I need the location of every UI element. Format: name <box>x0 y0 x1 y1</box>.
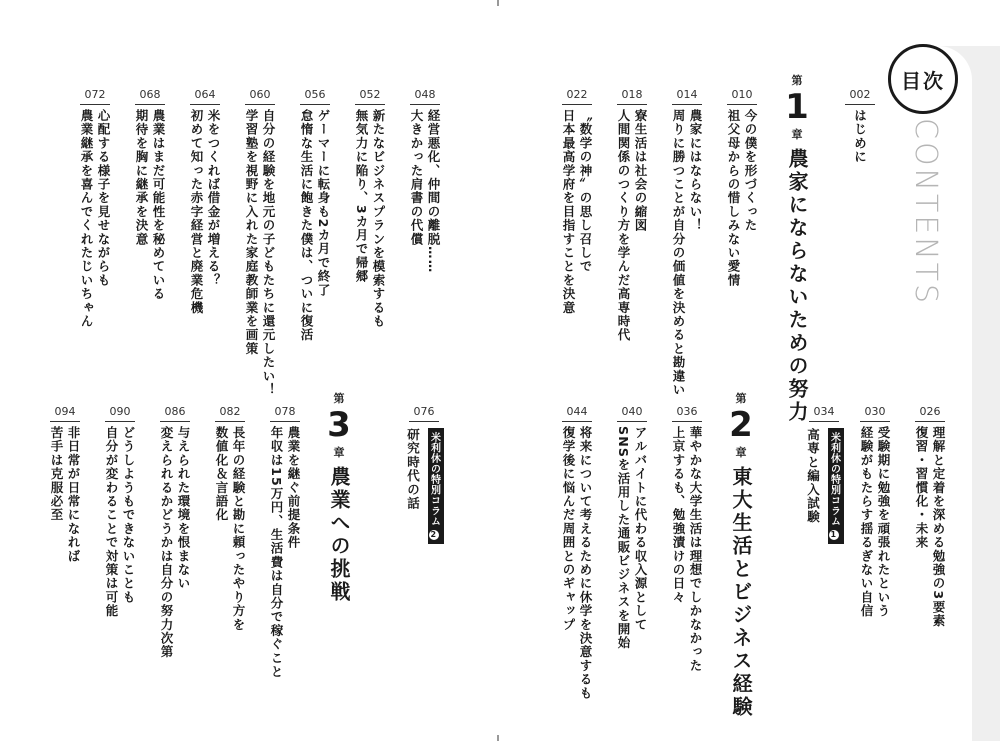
page-number: 078 <box>274 405 296 418</box>
entry-title: 〝数学の神〟の思し召しで 日本最高学府を目指すことを決意 <box>561 109 593 315</box>
toc-entry[interactable] <box>405 88 445 409</box>
divider <box>409 421 439 422</box>
toc-entry[interactable] <box>350 88 390 409</box>
divider <box>562 104 592 105</box>
divider <box>672 421 702 422</box>
toc-entry[interactable] <box>75 88 115 409</box>
entry-title: 受験期に勉強を頑張れたという 経験がもたらす揺るぎない自信 <box>859 426 891 618</box>
page-number: 044 <box>566 405 588 418</box>
toc-entry[interactable] <box>130 88 170 409</box>
chapter-suffix: 章 <box>333 446 345 459</box>
toc-title: 目次 <box>901 68 945 93</box>
toc-entry[interactable] <box>612 88 652 409</box>
page-number: 052 <box>359 88 381 101</box>
entry-title: 心配する様子を見せながらも 農業継承を喜んでくれたじいちゃん <box>79 109 111 329</box>
page-number: 036 <box>676 405 698 418</box>
entry-title: 自分の経験を地元の子どもたちに還元したい！ 学習塾を視野に入れた家庭教師業を画策 <box>244 109 276 397</box>
page-number: 090 <box>109 405 131 418</box>
page-number: 022 <box>566 88 588 101</box>
divider <box>160 421 190 422</box>
divider <box>617 104 647 105</box>
page-number: 002 <box>849 88 871 101</box>
chapter-heading-3[interactable] <box>318 390 360 604</box>
chapter-heading-1[interactable] <box>776 72 818 424</box>
spine-tick-top <box>497 0 499 6</box>
divider <box>617 421 647 422</box>
toc-entry[interactable] <box>45 405 85 716</box>
contents-label: CONTENTS <box>908 118 943 307</box>
entry-title: アルバイトに代わる収入源として SNSを活用した通販ビジネスを開始 <box>616 426 648 650</box>
toc-entry[interactable] <box>557 405 597 716</box>
toc-entry[interactable] <box>265 405 305 716</box>
divider <box>50 421 80 422</box>
toc-entry[interactable] <box>840 88 880 409</box>
chapter-number: 3 <box>327 405 351 445</box>
divider <box>300 104 330 105</box>
divider <box>190 104 220 105</box>
divider <box>135 104 165 105</box>
toc-entry[interactable] <box>667 88 707 409</box>
entry-title: はじめに <box>852 109 868 164</box>
divider <box>80 104 110 105</box>
column-entry[interactable] <box>400 405 448 544</box>
badge-number: 1 <box>830 529 837 539</box>
badge-label: 米利休の特別コラム <box>828 432 840 527</box>
chapter-suffix: 章 <box>791 128 803 141</box>
column-badge <box>428 428 444 544</box>
divider <box>105 421 135 422</box>
toc-entry[interactable] <box>155 405 195 716</box>
page-number: 068 <box>139 88 161 101</box>
chapter-suffix: 章 <box>735 446 747 459</box>
page-number: 094 <box>54 405 76 418</box>
toc-entry[interactable] <box>100 405 140 716</box>
column-badge <box>828 428 844 544</box>
column-title: 高専と編入試験 <box>805 428 821 524</box>
chapter-prefix: 第 <box>735 392 747 405</box>
page-number: 076 <box>413 405 435 418</box>
entry-title: 理解と定着を深める勉強の3要素 復習・習慣化・未来 <box>914 426 946 628</box>
toc-title-badge <box>888 44 958 114</box>
chapter-title: 東大生活とビジネス経験 <box>729 466 753 719</box>
badge-number: 2 <box>430 529 437 539</box>
toc-entry[interactable] <box>612 405 652 716</box>
badge-label: 米利休の特別コラム <box>428 432 440 527</box>
page-number: 014 <box>676 88 698 101</box>
toc-entry[interactable] <box>910 405 950 716</box>
chapter-title: 農業への挑戦 <box>327 466 351 604</box>
column-title: 研究時代の話 <box>405 428 421 511</box>
divider <box>727 104 757 105</box>
entry-title: 経営悪化、仲間の離脱…… 大きかった肩書の代償 <box>409 109 441 274</box>
page-number: 018 <box>621 88 643 101</box>
divider <box>672 104 702 105</box>
divider <box>215 421 245 422</box>
entry-title: ゲーマーに転身も2カ月で終了 怠惰な生活に飽きた僕は、ついに復活 <box>299 109 331 342</box>
divider <box>245 104 275 105</box>
page-number: 082 <box>219 405 241 418</box>
chapter-heading-2[interactable] <box>720 390 762 719</box>
divider <box>270 421 300 422</box>
divider <box>860 421 890 422</box>
divider <box>809 421 839 422</box>
entry-title: 長年の経験と勘に頼ったやり方を 数値化＆言語化 <box>214 426 246 632</box>
toc-entry[interactable] <box>295 88 335 409</box>
chapter-prefix: 第 <box>791 74 803 87</box>
entry-title: 米をつくれば借金が増える？ 初めて知った赤字経営と廃業危機 <box>189 109 221 315</box>
page-number: 034 <box>813 405 835 418</box>
page-number: 060 <box>249 88 271 101</box>
chapter-title: 農家にならないための努力 <box>785 148 809 424</box>
toc-entry[interactable] <box>210 405 250 716</box>
toc-entry[interactable] <box>557 88 597 409</box>
entry-title: 華やかな大学生活は理想でしかなかった 上京するも、勉強漬けの日々 <box>671 426 703 673</box>
divider <box>410 104 440 105</box>
toc-entry[interactable] <box>722 88 762 409</box>
entry-title: 今の僕を形づくった 祖父母からの惜しみない愛情 <box>726 109 758 288</box>
page-number: 072 <box>84 88 106 101</box>
page-number: 030 <box>864 405 886 418</box>
entry-title: 新たなビジネスプランを模索するも 無気力に陥り、3カ月で帰郷 <box>354 109 386 329</box>
entry-title: 将来について考えるために休学を決意するも 復学後に悩んだ周囲とのギャップ <box>561 426 593 700</box>
page-number: 064 <box>194 88 216 101</box>
page-number: 010 <box>731 88 753 101</box>
divider <box>845 104 875 105</box>
entry-title: 農業を継ぐ前提条件 年収は15万円、生活費は自分で稼ぐこと <box>269 426 301 679</box>
page-number: 086 <box>164 405 186 418</box>
entry-title: 農家にはならない！ 周りに勝つことが自分の価値を決めると勘違い <box>671 109 703 397</box>
page-number: 048 <box>414 88 436 101</box>
column-entry[interactable] <box>800 405 848 544</box>
page-number: 056 <box>304 88 326 101</box>
page-number: 026 <box>919 405 941 418</box>
top-margin <box>0 0 1000 46</box>
chapter-prefix: 第 <box>333 392 345 405</box>
divider <box>915 421 945 422</box>
entry-title: 寮生活は社会の縮図 人間関係のつくり方を学んだ高専時代 <box>616 109 648 342</box>
entry-title: どうしようもできないことも 自分が変わることで対策は可能 <box>104 426 136 618</box>
chapter-number: 1 <box>785 87 809 127</box>
entry-title: 農業はまだ可能性を秘めている 期待を胸に継承を決意 <box>134 109 166 301</box>
chapter-number: 2 <box>729 405 753 445</box>
toc-entry[interactable] <box>185 88 225 409</box>
page-number: 040 <box>621 405 643 418</box>
entry-title: 与えられた環境を恨まない 変えられるかどうかは自分の努力次第 <box>159 426 191 659</box>
spine-tick-bottom <box>497 735 499 741</box>
entry-title: 非日常が日常になれば 苦手は克服必至 <box>49 426 81 563</box>
toc-entry[interactable] <box>667 405 707 716</box>
toc-entry[interactable] <box>855 405 895 716</box>
toc-entry[interactable] <box>240 88 280 409</box>
divider <box>562 421 592 422</box>
divider <box>355 104 385 105</box>
